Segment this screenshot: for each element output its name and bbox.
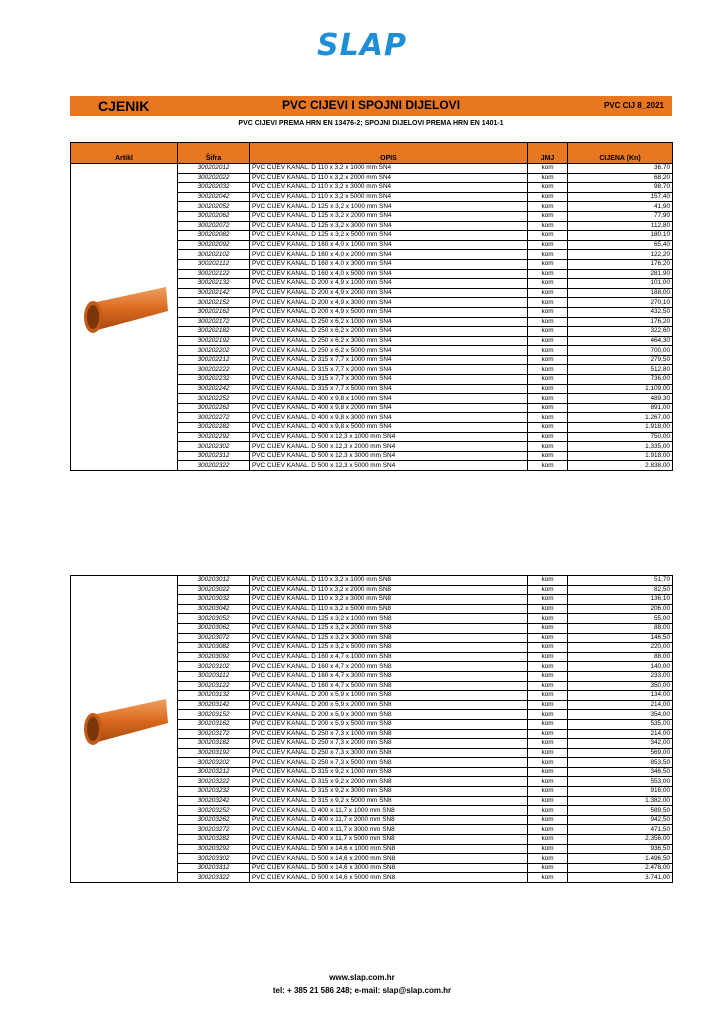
jmj-cell: kom	[528, 700, 568, 710]
opis-cell: PVC CIJEV KANAL. D 110 x 3,2 x 1000 mm SN4	[250, 164, 528, 174]
jmj-cell: kom	[528, 240, 568, 250]
cijena-cell: 1.335,00	[568, 442, 673, 452]
jmj-cell: kom	[528, 767, 568, 777]
cijena-cell: 180,10	[568, 231, 673, 241]
col-jmj: JMJ	[528, 143, 568, 164]
cijena-cell: 1.267,00	[568, 413, 673, 423]
opis-cell: PVC CIJEV KANAL. D 315 x 7,7 x 1000 mm SN4	[250, 355, 528, 365]
cijena-cell: 51,70	[568, 576, 673, 586]
sifra-cell: 300203272	[178, 825, 250, 835]
footer-contact: tel: + 385 21 586 248; e-mail: slap@slap.com.hr	[272, 986, 452, 995]
sifra-cell: 300203092	[178, 652, 250, 662]
cijena-cell: 98,70	[568, 183, 673, 193]
cijena-cell: 1.109,00	[568, 384, 673, 394]
opis-cell: PVC CIJEV KANAL. D 125 x 3,2 x 2000 mm SN8	[250, 623, 528, 633]
sifra-cell: 300203222	[178, 777, 250, 787]
col-artikl: Artikl	[71, 143, 178, 164]
opis-cell: PVC CIJEV KANAL. D 250 x 7,3 x 5000 mm SN8	[250, 758, 528, 768]
jmj-cell: kom	[528, 758, 568, 768]
cijena-cell: 464,30	[568, 336, 673, 346]
sifra-cell: 300203302	[178, 854, 250, 864]
header-code: PVC CIJ 8_2021	[603, 101, 664, 110]
opis-cell: PVC CIJEV KANAL. D 200 x 4,9 x 3000 mm SN4	[250, 298, 528, 308]
cijena-cell: 122,20	[568, 250, 673, 260]
standards-subtitle: PVC CIJEVI PREMA HRN EN 13476-2; SPOJNI DIJELOVI PREMA HRN EN 1401-1	[238, 120, 504, 127]
jmj-cell: kom	[528, 863, 568, 873]
cijena-cell: 88,00	[568, 623, 673, 633]
jmj-cell: kom	[528, 652, 568, 662]
opis-cell: PVC CIJEV KANAL. D 400 x 9,8 x 3000 mm SN4	[250, 413, 528, 423]
jmj-cell: kom	[528, 748, 568, 758]
jmj-cell: kom	[528, 585, 568, 595]
jmj-cell: kom	[528, 279, 568, 289]
opis-cell: PVC CIJEV KANAL. D 315 x 9,2 x 5000 mm SN8	[250, 796, 528, 806]
opis-cell: PVC CIJEV KANAL. D 110 x 3,2 x 2000 mm SN4	[250, 173, 528, 183]
opis-cell: PVC CIJEV KANAL. D 200 x 5,9 x 1000 mm SN8	[250, 691, 528, 701]
jmj-cell: kom	[528, 873, 568, 883]
opis-cell: PVC CIJEV KANAL. D 500 x 14,6 x 1000 mm SN8	[250, 844, 528, 854]
sifra-cell: 300202152	[178, 298, 250, 308]
pvc-pipe-image	[78, 281, 170, 351]
opis-cell: PVC CIJEV KANAL. D 250 x 6,2 x 1000 mm SN4	[250, 317, 528, 327]
cijena-cell: 157,40	[568, 192, 673, 202]
cijena-cell: 176,20	[568, 317, 673, 327]
opis-cell: PVC CIJEV KANAL. D 125 x 3,2 x 1000 mm SN4	[250, 202, 528, 212]
jmj-cell: kom	[528, 451, 568, 461]
sifra-cell: 300202182	[178, 327, 250, 337]
sifra-cell: 300202042	[178, 192, 250, 202]
sifra-cell: 300202202	[178, 346, 250, 356]
sifra-cell: 300202282	[178, 423, 250, 433]
opis-cell: PVC CIJEV KANAL. D 160 x 4,0 x 5000 mm SN4	[250, 269, 528, 279]
opis-cell: PVC CIJEV KANAL. D 250 x 7,3 x 1000 mm SN8	[250, 729, 528, 739]
jmj-cell: kom	[528, 394, 568, 404]
cijena-cell: 512,80	[568, 365, 673, 375]
jmj-cell: kom	[528, 375, 568, 385]
jmj-cell: kom	[528, 327, 568, 337]
jmj-cell: kom	[528, 796, 568, 806]
cijena-cell: 82,50	[568, 585, 673, 595]
opis-cell: PVC CIJEV KANAL. D 500 x 12,3 x 5000 mm SN4	[250, 461, 528, 471]
jmj-cell: kom	[528, 806, 568, 816]
opis-cell: PVC CIJEV KANAL. D 125 x 3,2 x 1000 mm SN8	[250, 614, 528, 624]
sifra-cell: 300202222	[178, 365, 250, 375]
opis-cell: PVC CIJEV KANAL. D 400 x 9,8 x 2000 mm SN4	[250, 403, 528, 413]
jmj-cell: kom	[528, 423, 568, 433]
sifra-cell: 300202032	[178, 183, 250, 193]
cijena-cell: 220,00	[568, 643, 673, 653]
sifra-cell: 300202112	[178, 259, 250, 269]
table-header-row	[71, 143, 673, 164]
sifra-cell: 300203162	[178, 719, 250, 729]
sifra-cell: 300203252	[178, 806, 250, 816]
cijena-cell: 146,50	[568, 633, 673, 643]
cijena-cell: 471,50	[568, 825, 673, 835]
opis-cell: PVC CIJEV KANAL. D 400 x 11,7 x 1000 mm SN8	[250, 806, 528, 816]
jmj-cell: kom	[528, 633, 568, 643]
product-image-cell	[71, 164, 178, 471]
sifra-cell: 300203032	[178, 595, 250, 605]
sifra-cell: 300202162	[178, 307, 250, 317]
cijena-cell: 853,50	[568, 758, 673, 768]
jmj-cell: kom	[528, 164, 568, 174]
opis-cell: PVC CIJEV KANAL. D 500 x 14,6 x 2000 mm SN8	[250, 854, 528, 864]
opis-cell: PVC CIJEV KANAL. D 400 x 11,7 x 5000 mm SN8	[250, 835, 528, 845]
sifra-cell: 300202082	[178, 231, 250, 241]
jmj-cell: kom	[528, 719, 568, 729]
jmj-cell: kom	[528, 307, 568, 317]
cijena-cell: 2.838,00	[568, 461, 673, 471]
cijena-cell: 36,70	[568, 164, 673, 174]
cijena-cell: 569,00	[568, 748, 673, 758]
col-sifra: Šifra	[178, 143, 250, 164]
jmj-cell: kom	[528, 403, 568, 413]
sifra-cell: 300203022	[178, 585, 250, 595]
jmj-cell: kom	[528, 739, 568, 749]
sifra-cell: 300202272	[178, 413, 250, 423]
sifra-cell: 300203242	[178, 796, 250, 806]
cijena-cell: 2.356,00	[568, 835, 673, 845]
jmj-cell: kom	[528, 269, 568, 279]
cijena-cell: 700,00	[568, 346, 673, 356]
cijena-cell: 354,00	[568, 710, 673, 720]
table-row	[71, 164, 673, 174]
cijena-cell: 206,00	[568, 604, 673, 614]
cijena-cell: 233,00	[568, 671, 673, 681]
jmj-cell: kom	[528, 787, 568, 797]
jmj-cell: kom	[528, 317, 568, 327]
sifra-cell: 300202292	[178, 432, 250, 442]
header-bar	[70, 96, 672, 116]
sifra-cell: 300202232	[178, 375, 250, 385]
sifra-cell: 300203312	[178, 863, 250, 873]
cijena-cell: 88,00	[568, 652, 673, 662]
cijena-cell: 136,10	[568, 595, 673, 605]
opis-cell: PVC CIJEV KANAL. D 160 x 4,7 x 1000 mm SN8	[250, 652, 528, 662]
sifra-cell: 300203082	[178, 643, 250, 653]
jmj-cell: kom	[528, 710, 568, 720]
sifra-cell: 300203042	[178, 604, 250, 614]
cijena-cell: 553,00	[568, 777, 673, 787]
sifra-cell: 300203292	[178, 844, 250, 854]
opis-cell: PVC CIJEV KANAL. D 125 x 3,2 x 3000 mm SN4	[250, 221, 528, 231]
col-opis: OPIS	[250, 143, 528, 164]
sifra-cell: 300203182	[178, 739, 250, 749]
product-image-cell	[71, 576, 178, 883]
cijena-cell: 936,50	[568, 844, 673, 854]
sifra-cell: 300203202	[178, 758, 250, 768]
cijena-cell: 55,00	[568, 614, 673, 624]
cijena-cell: 101,00	[568, 279, 673, 289]
cijena-cell: 346,50	[568, 767, 673, 777]
sifra-cell: 300203192	[178, 748, 250, 758]
cijena-cell: 1.382,00	[568, 796, 673, 806]
opis-cell: PVC CIJEV KANAL. D 160 x 4,7 x 2000 mm SN8	[250, 662, 528, 672]
cijena-cell: 750,00	[568, 432, 673, 442]
sifra-cell: 300202052	[178, 202, 250, 212]
price-table-sn8	[70, 575, 673, 883]
cijena-cell: 589,50	[568, 806, 673, 816]
cijena-cell: 916,00	[568, 787, 673, 797]
opis-cell: PVC CIJEV KANAL. D 160 x 4,7 x 5000 mm SN8	[250, 681, 528, 691]
cijena-cell: 281,90	[568, 269, 673, 279]
jmj-cell: kom	[528, 288, 568, 298]
sifra-cell: 300202022	[178, 173, 250, 183]
jmj-cell: kom	[528, 231, 568, 241]
sifra-cell: 300202062	[178, 211, 250, 221]
cijena-cell: 1.918,00	[568, 423, 673, 433]
opis-cell: PVC CIJEV KANAL. D 400 x 9,8 x 5000 mm SN4	[250, 423, 528, 433]
opis-cell: PVC CIJEV KANAL. D 200 x 5,9 x 3000 mm SN8	[250, 710, 528, 720]
jmj-cell: kom	[528, 623, 568, 633]
sifra-cell: 300202092	[178, 240, 250, 250]
opis-cell: PVC CIJEV KANAL. D 200 x 4,9 x 5000 mm SN4	[250, 307, 528, 317]
jmj-cell: kom	[528, 825, 568, 835]
cijena-cell: 1.496,50	[568, 854, 673, 864]
sifra-cell: 300202242	[178, 384, 250, 394]
opis-cell: PVC CIJEV KANAL. D 110 x 3,2 x 3000 mm SN4	[250, 183, 528, 193]
jmj-cell: kom	[528, 777, 568, 787]
sifra-cell: 300203102	[178, 662, 250, 672]
jmj-cell: kom	[528, 595, 568, 605]
opis-cell: PVC CIJEV KANAL. D 250 x 7,3 x 3000 mm SN8	[250, 748, 528, 758]
opis-cell: PVC CIJEV KANAL. D 500 x 12,3 x 2000 mm SN4	[250, 442, 528, 452]
cijena-cell: 176,20	[568, 259, 673, 269]
sifra-cell: 300203122	[178, 681, 250, 691]
opis-cell: PVC CIJEV KANAL. D 250 x 6,2 x 5000 mm SN4	[250, 346, 528, 356]
jmj-cell: kom	[528, 298, 568, 308]
sifra-cell: 300203112	[178, 671, 250, 681]
jmj-cell: kom	[528, 729, 568, 739]
opis-cell: PVC CIJEV KANAL. D 315 x 7,7 x 3000 mm SN4	[250, 375, 528, 385]
price-table-sn4	[70, 142, 673, 471]
sifra-cell: 300203232	[178, 787, 250, 797]
jmj-cell: kom	[528, 202, 568, 212]
opis-cell: PVC CIJEV KANAL. D 500 x 12,3 x 1000 mm SN4	[250, 432, 528, 442]
sifra-cell: 300202012	[178, 164, 250, 174]
opis-cell: PVC CIJEV KANAL. D 250 x 6,2 x 2000 mm SN4	[250, 327, 528, 337]
opis-cell: PVC CIJEV KANAL. D 500 x 14,6 x 3000 mm SN8	[250, 863, 528, 873]
sifra-cell: 300202122	[178, 269, 250, 279]
cijena-cell: 3.741,00	[568, 873, 673, 883]
cijena-cell: 41,90	[568, 202, 673, 212]
jmj-cell: kom	[528, 192, 568, 202]
sifra-cell: 300203012	[178, 576, 250, 586]
sifra-cell: 300202302	[178, 442, 250, 452]
jmj-cell: kom	[528, 815, 568, 825]
opis-cell: PVC CIJEV KANAL. D 160 x 4,0 x 1000 mm SN4	[250, 240, 528, 250]
jmj-cell: kom	[528, 576, 568, 586]
jmj-cell: kom	[528, 336, 568, 346]
opis-cell: PVC CIJEV KANAL. D 315 x 9,2 x 2000 mm SN8	[250, 777, 528, 787]
opis-cell: PVC CIJEV KANAL. D 315 x 9,2 x 3000 mm SN8	[250, 787, 528, 797]
pvc-pipe-image	[78, 693, 170, 763]
opis-cell: PVC CIJEV KANAL. D 125 x 3,2 x 5000 mm SN8	[250, 643, 528, 653]
cijena-cell: 68,20	[568, 173, 673, 183]
opis-cell: PVC CIJEV KANAL. D 110 x 3,2 x 5000 mm SN8	[250, 604, 528, 614]
opis-cell: PVC CIJEV KANAL. D 160 x 4,7 x 3000 mm SN8	[250, 671, 528, 681]
jmj-cell: kom	[528, 681, 568, 691]
cijena-cell: 279,50	[568, 355, 673, 365]
opis-cell: PVC CIJEV KANAL. D 500 x 12,3 x 3000 mm SN4	[250, 451, 528, 461]
cijena-cell: 140,00	[568, 662, 673, 672]
opis-cell: PVC CIJEV KANAL. D 315 x 7,7 x 5000 mm SN4	[250, 384, 528, 394]
sifra-cell: 300203132	[178, 691, 250, 701]
jmj-cell: kom	[528, 250, 568, 260]
sifra-cell: 300203212	[178, 767, 250, 777]
jmj-cell: kom	[528, 355, 568, 365]
jmj-cell: kom	[528, 835, 568, 845]
jmj-cell: kom	[528, 259, 568, 269]
opis-cell: PVC CIJEV KANAL. D 200 x 5,9 x 2000 mm SN8	[250, 700, 528, 710]
sifra-cell: 300203172	[178, 729, 250, 739]
opis-cell: PVC CIJEV KANAL. D 125 x 3,2 x 2000 mm SN4	[250, 211, 528, 221]
jmj-cell: kom	[528, 662, 568, 672]
jmj-cell: kom	[528, 442, 568, 452]
header-center-title: PVC CIJEVI I SPOJNI DIJELOVI	[281, 98, 461, 112]
opis-cell: PVC CIJEV KANAL. D 110 x 3,2 x 1000 mm SN8	[250, 576, 528, 586]
sifra-cell: 300202192	[178, 336, 250, 346]
jmj-cell: kom	[528, 221, 568, 231]
cijena-cell: 2.478,00	[568, 863, 673, 873]
sifra-cell: 300202172	[178, 317, 250, 327]
jmj-cell: kom	[528, 183, 568, 193]
sifra-cell: 300202322	[178, 461, 250, 471]
cijena-cell: 350,00	[568, 681, 673, 691]
opis-cell: PVC CIJEV KANAL. D 160 x 4,0 x 2000 mm SN4	[250, 250, 528, 260]
opis-cell: PVC CIJEV KANAL. D 250 x 7,3 x 2000 mm SN8	[250, 739, 528, 749]
opis-cell: PVC CIJEV KANAL. D 200 x 4,9 x 2000 mm SN4	[250, 288, 528, 298]
jmj-cell: kom	[528, 854, 568, 864]
opis-cell: PVC CIJEV KANAL. D 315 x 7,7 x 2000 mm SN4	[250, 365, 528, 375]
cijena-cell: 214,00	[568, 729, 673, 739]
sifra-cell: 300203322	[178, 873, 250, 883]
cijena-cell: 942,50	[568, 815, 673, 825]
sifra-cell: 300202262	[178, 403, 250, 413]
cijena-cell: 432,50	[568, 307, 673, 317]
jmj-cell: kom	[528, 365, 568, 375]
jmj-cell: kom	[528, 643, 568, 653]
sifra-cell: 300203282	[178, 835, 250, 845]
opis-cell: PVC CIJEV KANAL. D 315 x 9,2 x 1000 mm SN8	[250, 767, 528, 777]
sifra-cell: 300202312	[178, 451, 250, 461]
sifra-cell: 300203152	[178, 710, 250, 720]
opis-cell: PVC CIJEV KANAL. D 200 x 5,9 x 5000 mm SN8	[250, 719, 528, 729]
col-cijena: CIJENA (Kn)	[568, 143, 673, 164]
jmj-cell: kom	[528, 614, 568, 624]
sifra-cell: 300202072	[178, 221, 250, 231]
jmj-cell: kom	[528, 384, 568, 394]
cijena-cell: 1.918,00	[568, 451, 673, 461]
cijena-cell: 112,80	[568, 221, 673, 231]
opis-cell: PVC CIJEV KANAL. D 125 x 3,2 x 3000 mm SN8	[250, 633, 528, 643]
jmj-cell: kom	[528, 173, 568, 183]
jmj-cell: kom	[528, 604, 568, 614]
sifra-cell: 300202252	[178, 394, 250, 404]
cijena-cell: 342,00	[568, 739, 673, 749]
jmj-cell: kom	[528, 461, 568, 471]
opis-cell: PVC CIJEV KANAL. D 160 x 4,0 x 3000 mm SN4	[250, 259, 528, 269]
cijena-cell: 322,60	[568, 327, 673, 337]
jmj-cell: kom	[528, 691, 568, 701]
sifra-cell: 300202132	[178, 279, 250, 289]
sifra-cell: 300202142	[178, 288, 250, 298]
cijena-cell: 489,30	[568, 394, 673, 404]
opis-cell: PVC CIJEV KANAL. D 125 x 3,2 x 5000 mm SN4	[250, 231, 528, 241]
jmj-cell: kom	[528, 211, 568, 221]
opis-cell: PVC CIJEV KANAL. D 110 x 3,2 x 5000 mm SN4	[250, 192, 528, 202]
opis-cell: PVC CIJEV KANAL. D 500 x 14,6 x 5000 mm SN8	[250, 873, 528, 883]
opis-cell: PVC CIJEV KANAL. D 250 x 6,2 x 3000 mm SN4	[250, 336, 528, 346]
cijena-cell: 77,90	[568, 211, 673, 221]
opis-cell: PVC CIJEV KANAL. D 400 x 11,7 x 3000 mm SN8	[250, 825, 528, 835]
sifra-cell: 300203072	[178, 633, 250, 643]
table-row	[71, 576, 673, 586]
sifra-cell: 300203142	[178, 700, 250, 710]
sifra-cell: 300202102	[178, 250, 250, 260]
sifra-cell: 300203062	[178, 623, 250, 633]
opis-cell: PVC CIJEV KANAL. D 110 x 3,2 x 3000 mm SN8	[250, 595, 528, 605]
slap-logo: SLAP	[317, 28, 407, 63]
jmj-cell: kom	[528, 346, 568, 356]
cijena-cell: 188,00	[568, 288, 673, 298]
opis-cell: PVC CIJEV KANAL. D 200 x 4,9 x 1000 mm SN4	[250, 279, 528, 289]
opis-cell: PVC CIJEV KANAL. D 400 x 11,7 x 2000 mm SN8	[250, 815, 528, 825]
sifra-cell: 300202212	[178, 355, 250, 365]
jmj-cell: kom	[528, 844, 568, 854]
cijena-cell: 736,00	[568, 375, 673, 385]
footer-website: www.slap.com.hr	[329, 973, 395, 982]
jmj-cell: kom	[528, 671, 568, 681]
opis-cell: PVC CIJEV KANAL. D 110 x 3,2 x 2000 mm SN8	[250, 585, 528, 595]
cijena-cell: 270,10	[568, 298, 673, 308]
cijena-cell: 214,00	[568, 700, 673, 710]
sifra-cell: 300203052	[178, 614, 250, 624]
sifra-cell: 300203262	[178, 815, 250, 825]
header-title: CJENIK	[98, 98, 150, 114]
opis-cell: PVC CIJEV KANAL. D 400 x 9,8 x 1000 mm SN4	[250, 394, 528, 404]
cijena-cell: 65,40	[568, 240, 673, 250]
cijena-cell: 891,00	[568, 403, 673, 413]
cijena-cell: 134,00	[568, 691, 673, 701]
jmj-cell: kom	[528, 432, 568, 442]
cijena-cell: 535,00	[568, 719, 673, 729]
jmj-cell: kom	[528, 413, 568, 423]
